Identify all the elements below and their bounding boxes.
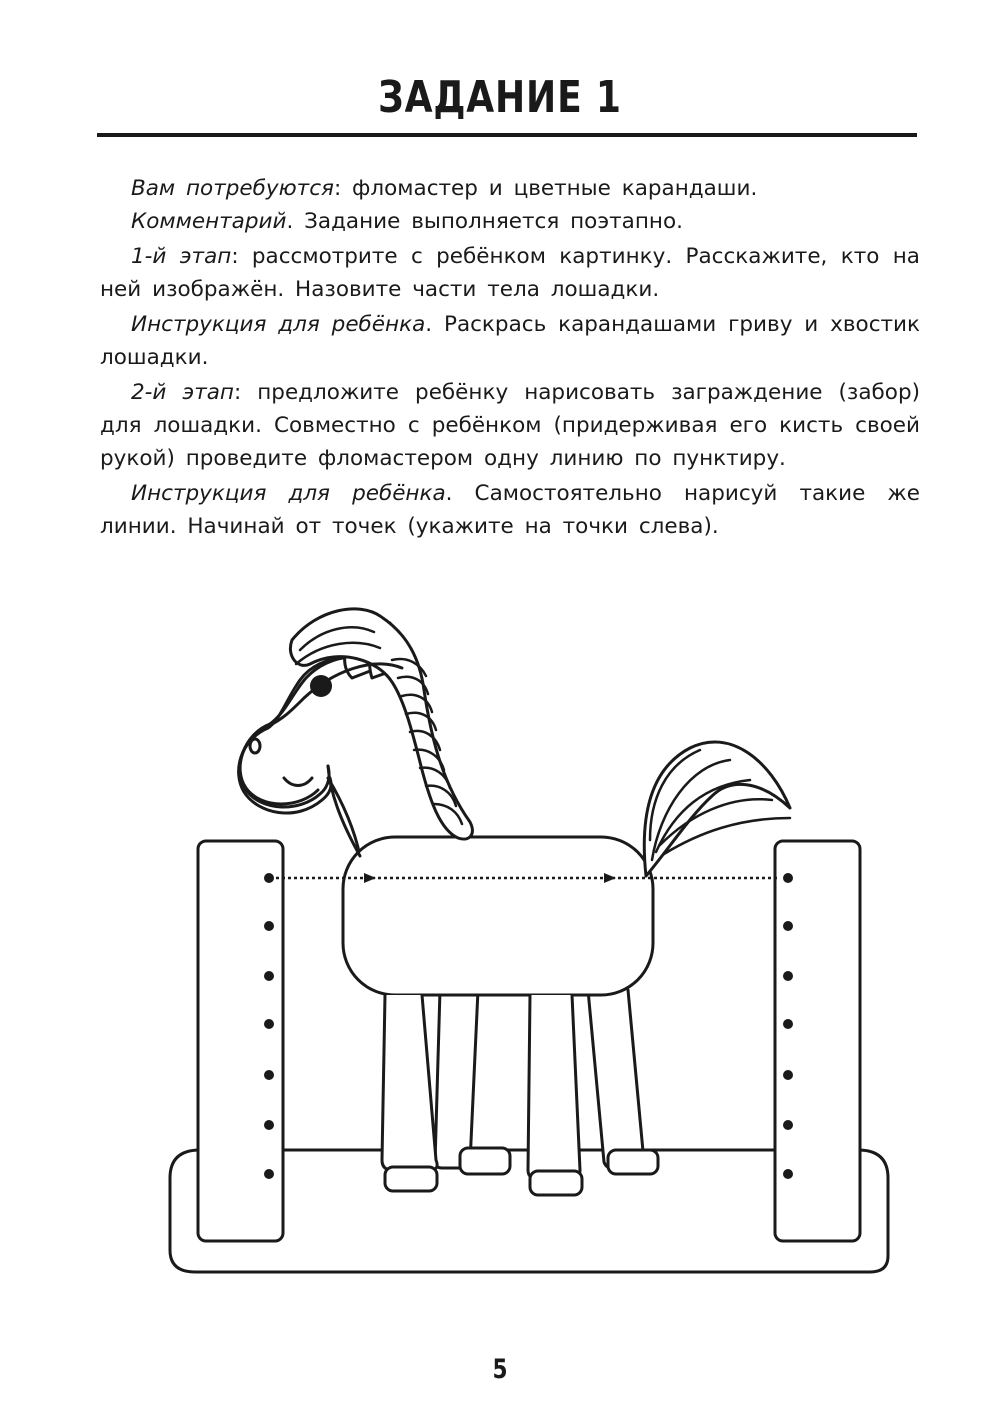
- start-dot[interactable]: [264, 971, 274, 981]
- end-dot[interactable]: [783, 971, 793, 981]
- horse-hoof: [530, 1171, 582, 1195]
- horse-fence-illustration: [0, 560, 1000, 1300]
- end-dot[interactable]: [783, 1169, 793, 1179]
- paragraph-label: 1-й этап: [131, 244, 232, 269]
- paragraph-label: Комментарий: [131, 209, 287, 234]
- end-dot[interactable]: [783, 1019, 793, 1029]
- horse-hoof: [608, 1150, 658, 1174]
- paragraph-body: : фломастер и цветные карандаши.: [333, 176, 758, 201]
- fence-post-left: [198, 841, 283, 1241]
- title-underline: [97, 133, 917, 137]
- page-number: 5: [492, 1354, 508, 1385]
- paragraph-comment: [100, 205, 920, 238]
- paragraph-stage-1: [100, 240, 920, 306]
- fence-post-right: [775, 841, 860, 1241]
- start-dot[interactable]: [264, 873, 274, 883]
- end-dot[interactable]: [783, 921, 793, 931]
- horse-front-leg-right: [528, 995, 580, 1178]
- paragraph-body: : предложите ребёнку нарисовать заграждение (забор) для лошадки. Совместно с ребёнком (придерживая его кисть своей рукой) проведите фломастером одну линию по пунктиру.: [100, 380, 920, 471]
- horse-eye: [310, 675, 332, 697]
- instructions-text: [100, 172, 920, 543]
- paragraph-label: Инструкция для ребёнка: [131, 481, 446, 506]
- horse-body: [343, 837, 653, 995]
- horse-hoof: [460, 1148, 510, 1174]
- paragraph-label: 2-й этап: [131, 380, 234, 405]
- start-dot[interactable]: [264, 1120, 274, 1130]
- paragraph-body: . Задание выполняется поэтапно.: [286, 209, 683, 234]
- end-dot[interactable]: [783, 1070, 793, 1080]
- horse-nostril: [250, 739, 260, 753]
- horse-hoof: [385, 1167, 437, 1191]
- start-dot[interactable]: [264, 1019, 274, 1029]
- end-dot[interactable]: [783, 1120, 793, 1130]
- paragraph-label: Вам потребуются: [131, 176, 334, 201]
- paragraph-stage-2: [100, 376, 920, 475]
- horse-back-leg-left: [435, 990, 478, 1168]
- horse-front-leg-left: [382, 995, 437, 1170]
- paragraph-body: . Раскрась карандашами гриву и хвостик лошадки.: [100, 312, 921, 370]
- start-dot[interactable]: [264, 1070, 274, 1080]
- paragraph-body: . Самостоятельно нарисуй такие же линии. Начинай от точек (укажите на точки слева).: [100, 481, 920, 539]
- horse-back-leg-right: [588, 990, 644, 1168]
- paragraph-child-instruction-2: [100, 477, 920, 543]
- paragraph-child-instruction-1: [100, 308, 920, 374]
- paragraph-materials: [100, 172, 920, 205]
- start-dot[interactable]: [264, 1169, 274, 1179]
- page-title: ЗАДАНИЕ 1: [378, 72, 622, 123]
- start-dot[interactable]: [264, 921, 274, 931]
- end-dot[interactable]: [783, 873, 793, 883]
- paragraph-label: Инструкция для ребёнка: [131, 312, 426, 337]
- paragraph-body: : рассмотрите с ребёнком картинку. Расскажите, кто на ней изображён. Назовите части тела лошадки.: [100, 244, 920, 302]
